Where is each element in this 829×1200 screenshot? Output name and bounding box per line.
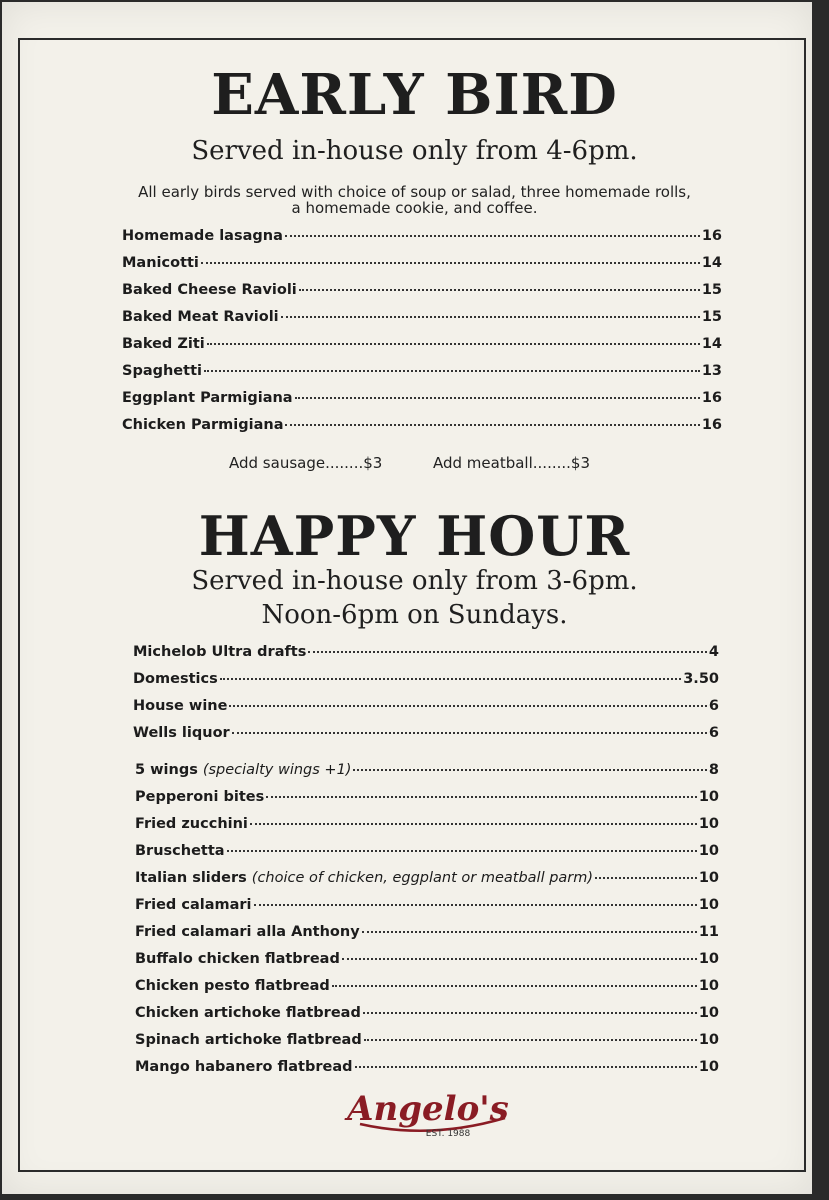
dot-leader: [353, 769, 706, 771]
menu-item-price: 4: [708, 644, 719, 660]
food-item-row: [135, 978, 719, 1005]
food-item-row: [135, 951, 719, 978]
food-item-row: [135, 870, 719, 897]
food-item-row: [135, 1005, 719, 1032]
early-bird-item-row: [122, 363, 722, 390]
dot-leader: [220, 678, 682, 680]
food-item-row: [135, 1032, 719, 1059]
dot-leader: [364, 1039, 697, 1041]
dot-leader: [362, 931, 697, 933]
menu-item-name: Chicken artichoke flatbread: [135, 1005, 361, 1021]
dot-leader: [342, 958, 697, 960]
dot-leader: [363, 1012, 697, 1014]
dot-leader: [281, 316, 700, 318]
early-bird-title: EARLY BIRD: [211, 62, 618, 128]
early-bird-item-row: [122, 336, 722, 363]
menu-item-name: Spinach artichoke flatbread: [135, 1032, 362, 1048]
menu-item-price: 13: [701, 363, 722, 379]
menu-item-price: 6: [708, 725, 719, 741]
food-item-row: [135, 816, 719, 843]
menu-item-price: 10: [698, 1059, 719, 1075]
food-item-row: [135, 789, 719, 816]
early-bird-item-row: [122, 309, 722, 336]
addon-meatball: Add meatball........$3: [433, 454, 591, 472]
menu-item-name: Bruschetta: [135, 843, 225, 859]
menu-item-name: 5 wings: [135, 762, 198, 778]
early-bird-item-row: [122, 228, 722, 255]
happy-hour-food-list: [135, 762, 719, 1086]
menu-item-name: Homemade lasagna: [122, 228, 283, 244]
addon-sausage: Add sausage........$3: [229, 454, 383, 472]
early-bird-menu-list: [122, 228, 722, 444]
happy-hour-drinks-list: [133, 644, 719, 752]
food-item-row: [135, 924, 719, 951]
menu-item-name: House wine: [133, 698, 228, 714]
menu-item-name: Wells liquor: [133, 725, 230, 741]
menu-item-price: 16: [701, 390, 722, 406]
dot-leader: [207, 343, 700, 345]
logo-est: EST. 1988: [425, 1129, 471, 1139]
logo-text: Angelo's: [347, 1089, 509, 1129]
menu-item-name: Buffalo chicken flatbread: [135, 951, 340, 967]
menu-item-price: 14: [701, 336, 722, 352]
drink-item-row: [133, 725, 719, 752]
menu-item-price: 3.50: [683, 671, 719, 687]
angelos-logo: [340, 1080, 520, 1142]
dot-leader: [295, 397, 700, 399]
early-bird-item-row: [122, 390, 722, 417]
menu-item-name: Fried calamari alla Anthony: [135, 924, 360, 940]
menu-item-name: Pepperoni bites: [135, 789, 265, 805]
menu-item-price: 10: [698, 843, 719, 859]
dot-leader: [595, 877, 697, 879]
menu-item-name: Italian sliders: [135, 870, 247, 886]
early-bird-item-row: [122, 282, 722, 309]
dot-leader: [227, 850, 697, 852]
menu-item-price: 10: [698, 978, 719, 994]
food-item-row: [135, 762, 719, 789]
happy-hour-subtitle-line1: Served in-house only from 3-6pm.: [191, 566, 638, 596]
drink-item-row: [133, 644, 719, 671]
menu-item-name: Chicken pesto flatbread: [135, 978, 330, 994]
menu-item-price: 11: [698, 924, 719, 940]
happy-hour-subtitle-line2: Noon-6pm on Sundays.: [261, 600, 568, 630]
dot-leader: [299, 289, 700, 291]
menu-item-price: 8: [708, 762, 719, 778]
early-bird-note-line1: All early birds served with choice of soup or salad, three homemade rolls,: [138, 183, 691, 201]
menu-item-name: Spaghetti: [122, 363, 202, 379]
early-bird-note-line2: a homemade cookie, and coffee.: [291, 199, 538, 217]
dot-leader: [355, 1066, 697, 1068]
menu-item-description: (specialty wings +1): [202, 762, 352, 778]
menu-item-price: 16: [701, 228, 722, 244]
menu-item-price: 10: [698, 1005, 719, 1021]
drink-item-row: [133, 698, 719, 725]
dot-leader: [232, 732, 707, 734]
menu-item-price: 14: [701, 255, 722, 271]
menu-item-price: 10: [698, 789, 719, 805]
dot-leader: [201, 262, 700, 264]
dot-leader: [308, 651, 707, 653]
dot-leader: [332, 985, 697, 987]
menu-item-name: Michelob Ultra drafts: [133, 644, 307, 660]
menu-item-price: 10: [698, 897, 719, 913]
menu-item-name: Domestics: [133, 671, 218, 687]
dot-leader: [250, 823, 697, 825]
menu-item-price: 10: [698, 870, 719, 886]
menu-item-name: Baked Cheese Ravioli: [122, 282, 297, 298]
menu-item-price: 15: [701, 282, 722, 298]
menu-item-name: Baked Ziti: [122, 336, 205, 352]
food-item-row: [135, 897, 719, 924]
menu-item-name: Manicotti: [122, 255, 199, 271]
menu-item-price: 16: [701, 417, 722, 433]
menu-item-price: 6: [708, 698, 719, 714]
menu-item-description: (choice of chicken, eggplant or meatball parm): [251, 870, 594, 886]
menu-item-name: Mango habanero flatbread: [135, 1059, 353, 1075]
early-bird-item-row: [122, 417, 722, 444]
food-item-row: [135, 843, 719, 870]
menu-item-price: 15: [701, 309, 722, 325]
menu-item-price: 10: [698, 816, 719, 832]
menu-item-name: Eggplant Parmigiana: [122, 390, 293, 406]
menu-item-name: Fried zucchini: [135, 816, 248, 832]
early-bird-subtitle: Served in-house only from 4-6pm.: [191, 136, 638, 166]
dot-leader: [204, 370, 700, 372]
menu-item-price: 10: [698, 951, 719, 967]
menu-item-price: 10: [698, 1032, 719, 1048]
dot-leader: [254, 904, 697, 906]
happy-hour-title: HAPPY HOUR: [198, 504, 631, 568]
dot-leader: [266, 796, 697, 798]
dot-leader: [229, 705, 706, 707]
early-bird-item-row: [122, 255, 722, 282]
menu-item-name: Chicken Parmigiana: [122, 417, 284, 433]
menu-item-name: Fried calamari: [135, 897, 252, 913]
dot-leader: [285, 424, 699, 426]
drink-item-row: [133, 671, 719, 698]
dot-leader: [285, 235, 700, 237]
menu-item-name: Baked Meat Ravioli: [122, 309, 279, 325]
